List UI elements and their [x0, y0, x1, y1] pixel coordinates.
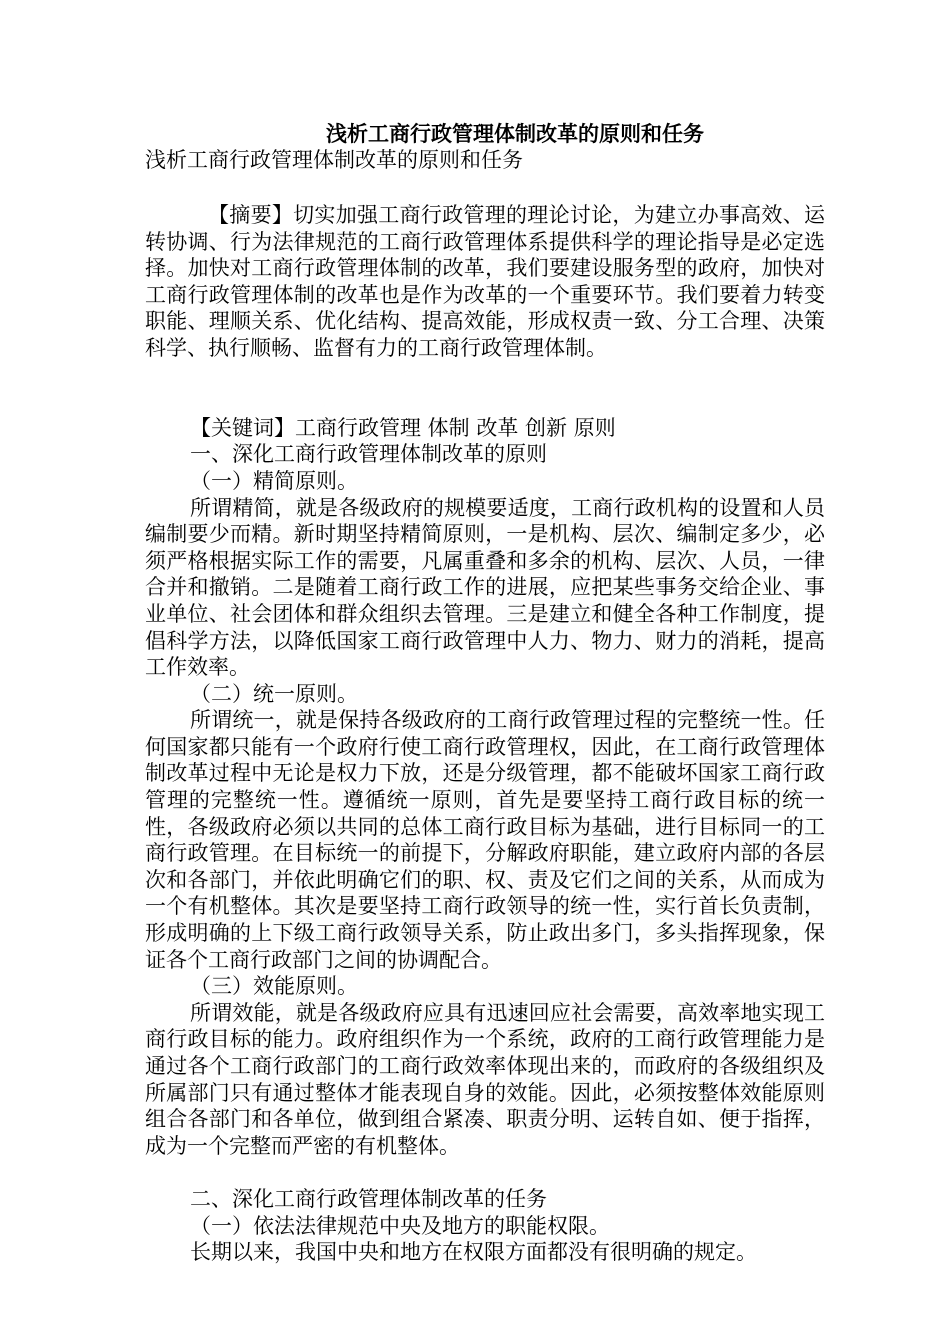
section-heading: 一、深化工商行政管理体制改革的原则	[190, 442, 547, 467]
blank-line	[145, 362, 825, 389]
blank-line	[145, 388, 825, 415]
body-paragraph: 所谓效能，就是各级政府应具有迅速回应社会需要，高效率地实现工商行政目标的能力。政府组织作为一个系统，政府的工商行政管理能力是通过各个工商行政部门的工商行政效率体现出来的，而政府的各级组织及所属部门只有通过整体才能表现自身的效能。因此，必须按整体效能原则组合各部门和各单位，做到组合紧凑、职责分明、运转自如、便于指挥，成为一个完整而严密的有机整体。	[145, 1000, 825, 1158]
keywords-line: 【关键词】工商行政管理 体制 改革 创新 原则	[190, 415, 616, 440]
subsection-heading: （一）依法法律规范中央及地方的职能权限。	[190, 1213, 610, 1238]
blank-line	[145, 1159, 825, 1186]
subsection-heading: （三）效能原则。	[190, 974, 358, 999]
body-paragraph: 长期以来，我国中央和地方在权限方面都没有很明确的规定。	[190, 1240, 757, 1265]
section-heading: 二、深化工商行政管理体制改革的任务	[190, 1186, 547, 1211]
document-title: 浅析工商行政管理体制改革的原则和任务	[326, 121, 704, 146]
blank-line	[145, 174, 825, 202]
body-paragraph: 所谓统一，就是保持各级政府的工商行政管理过程的完整统一性。任何国家都只能有一个政府行使工商行政管理权，因此，在工商行政管理体制改革过程中无论是权力下放，还是分级管理，都不能破坏国家工商行政管理的完整统一性。遵循统一原则，首先是要坚持工商行政目标的统一性，各级政府必须以共同的总体工商行政目标为基础，进行目标同一的工商行政管理。在目标统一的前提下，分解政府职能，建立政府内部的各层次和各部门，并依此明确它们的职、权、责及它们之间的关系，从而成为一个有机整体。其次是要坚持工商行政领导的统一性，实行首长负责制，形成明确的上下级工商行政领导关系，防止政出多门，多头指挥现象，保证各个工商行政部门之间的协调配合。	[145, 708, 825, 972]
document-page	[145, 120, 825, 1266]
subsection-heading: （一）精简原则。	[190, 468, 358, 493]
document-subtitle: 浅析工商行政管理体制改革的原则和任务	[145, 148, 523, 172]
abstract-paragraph: 【摘要】切实加强工商行政管理的理论讨论，为建立办事高效、运转协调、行为法律规范的工商行政管理体系提供科学的理论指导是必定选择。加快对工商行政管理体制的改革，我们要建设服务型的政府，加快对工商行政管理体制的改革也是作为改革的一个重要环节。我们要着力转变职能、理顺关系、优化结构、提高效能，形成权责一致、分工合理、决策科学、执行顺畅、监督有力的工商行政管理体制。	[145, 203, 825, 360]
body-paragraph: 所谓精简，就是各级政府的规模要适度，工商行政机构的设置和人员编制要少而精。新时期坚持精简原则，一是机构、层次、编制定多少，必须严格根据实际工作的需要，凡属重叠和多余的机构、层次、人员，一律合并和撤销。二是随着工商行政工作的进展，应把某些事务交给企业、事业单位、社会团体和群众组织去管理。三是建立和健全各种工作制度，提倡科学方法，以降低国家工商行政管理中人力、物力、财力的消耗，提高工作效率。	[145, 495, 825, 680]
subsection-heading: （二）统一原则。	[190, 681, 358, 706]
